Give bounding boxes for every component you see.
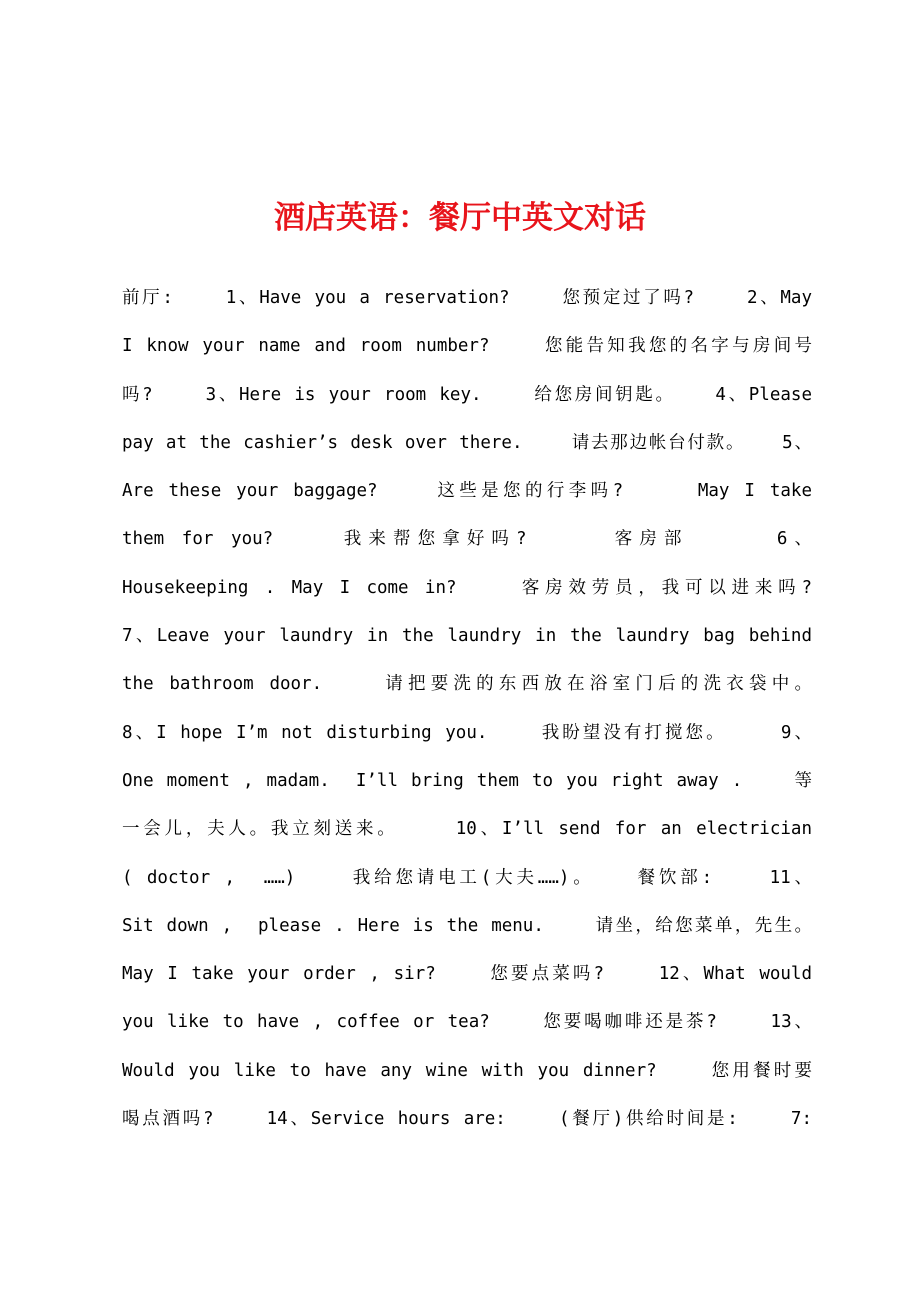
dialogue-body	[122, 274, 812, 1143]
text-line: them for you? 我来帮您拿好吗? 客房部 6、	[122, 529, 812, 550]
text-line: 吗? 3、Here is your room key. 给您房间钥匙。 4、Please	[122, 384, 812, 405]
text-line: you like to have , coffee or tea? 您要喝咖啡还是茶? 13、	[122, 1012, 812, 1033]
text-line: One moment , madam. I’ll bring them to you right away . 等	[122, 770, 812, 791]
text-line: ( doctor , ……) 我给您请电工(大夫……)。 餐饮部: 11、	[122, 867, 812, 888]
text-line: 一会儿，夫人。我立刻送来。 10、I’ll send for an electrician	[122, 819, 812, 840]
text-line: Are these your baggage? 这些是您的行李吗? May I take	[122, 481, 812, 502]
text-line: 前厅: 1、Have you a reservation? 您预定过了吗? 2、May	[122, 288, 812, 308]
page-title: 酒店英语：餐厅中英文对话	[274, 200, 646, 236]
text-line: 喝点酒吗? 14、Service hours are: (餐厅)供给时间是: 7:	[122, 1109, 812, 1130]
text-line: 8、I hope I’m not disturbing you. 我盼望没有打搅您。 9、	[122, 722, 812, 743]
text-line: Would you like to have any wine with you dinner? 您用餐时要	[122, 1060, 812, 1081]
text-line: the bathroom door. 请把要洗的东西放在浴室门后的洗衣袋中。	[122, 674, 812, 695]
text-line: I know your name and room number? 您能告知我您的名字与房间号	[122, 336, 812, 357]
text-line: Housekeeping . May I come in? 客房效劳员，我可以进来吗?	[122, 577, 812, 598]
text-line: Sit down , please . Here is the menu. 请坐，给您菜单，先生。	[122, 915, 812, 936]
text-line: pay at the cashier’s desk over there. 请去那边帐台付款。 5、	[122, 432, 812, 453]
text-line: May I take your order , sir? 您要点菜吗? 12、What would	[122, 964, 812, 985]
text-line: 7、Leave your laundry in the laundry in the laundry bag behind	[122, 626, 812, 647]
